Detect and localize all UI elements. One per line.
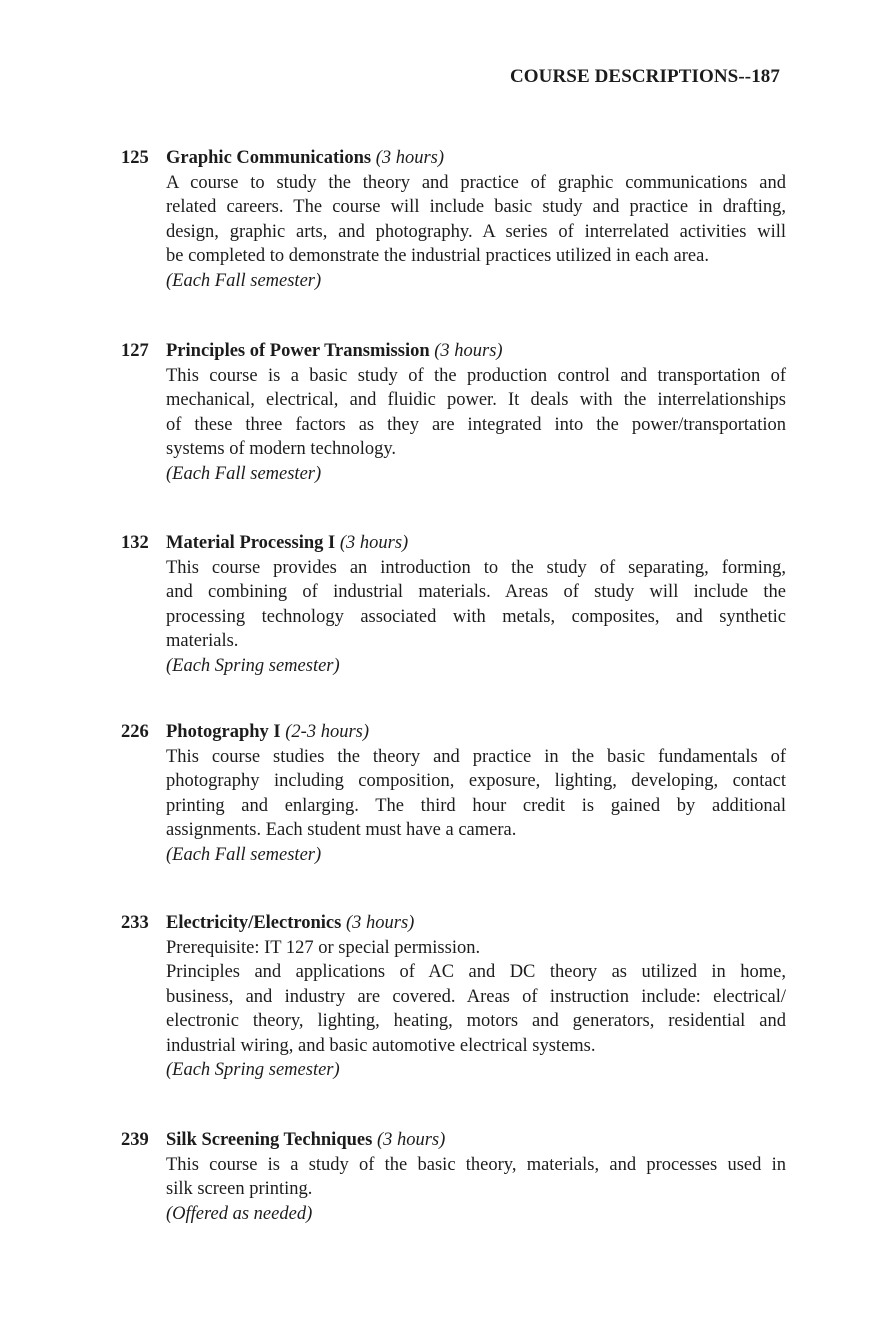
course-prerequisite: Prerequisite: IT 127 or special permission. — [166, 938, 481, 958]
course-hours: (3 hours) — [345, 913, 415, 933]
course-entry-226 — [121, 720, 786, 867]
course-hours: (3 hours) — [376, 1130, 446, 1150]
course-schedule: (Each Fall semester) — [166, 844, 322, 865]
description-line: design, graphic arts, and photography. A series of interrelated activities will — [166, 221, 786, 242]
description-line: of these three factors as they are integrated into the power/transportation — [166, 414, 786, 435]
course-number: 233 — [121, 913, 149, 933]
course-entry-132 — [121, 531, 786, 678]
course-title-line — [166, 531, 408, 555]
course-title: Material Processing I — [166, 533, 336, 553]
description-line: Principles and applications of AC and DC theory as utilized in home, — [166, 962, 786, 983]
course-title: Electricity/Electronics — [166, 913, 342, 933]
course-hours: (3 hours) — [434, 341, 503, 361]
course-hours: (2-3 hours) — [285, 722, 370, 742]
running-head: COURSE DESCRIPTIONS--187 — [509, 66, 780, 87]
description-line: photography including composition, exposure, lighting, developing, contact — [166, 771, 786, 792]
course-title-line — [166, 720, 369, 744]
course-entry-127 — [121, 339, 786, 486]
description-line: materials. — [166, 631, 239, 652]
description-line: industrial wiring, and basic automotive electrical systems. — [166, 1035, 596, 1056]
description-line: printing and enlarging. The third hour credit is gained by additional — [166, 795, 786, 816]
course-schedule: (Each Fall semester) — [166, 463, 322, 484]
course-title: Graphic Communications — [166, 148, 372, 168]
description-line: business, and industry are covered. Areas of instruction include: electrical/ — [166, 986, 786, 1007]
course-description — [166, 911, 786, 1082]
description-line: processing technology associated with metals, composites, and synthetic — [166, 606, 786, 627]
course-title: Photography I — [166, 722, 281, 742]
course-title: Principles of Power Transmission — [166, 341, 430, 361]
course-number: 125 — [121, 148, 149, 168]
course-schedule: (Offered as needed) — [166, 1203, 313, 1224]
description-line: assignments. Each student must have a camera. — [166, 820, 517, 841]
description-line: be completed to demonstrate the industrial practices utilized in each area. — [166, 246, 709, 267]
course-title-line — [166, 911, 414, 935]
description-line: mechanical, electrical, and fluidic power. It deals with the interrelationships — [166, 390, 786, 411]
course-schedule: (Each Fall semester) — [166, 270, 322, 291]
course-number: 226 — [121, 722, 149, 742]
description-line: This course is a study of the basic theory, materials, and processes used in — [166, 1155, 786, 1175]
description-line: silk screen printing. — [166, 1179, 313, 1200]
description-line: and combining of industrial materials. Areas of study will include the — [166, 582, 786, 603]
description-line: systems of modern technology. — [166, 439, 397, 460]
description-line: This course is a basic study of the production control and transportation of — [166, 366, 786, 386]
course-title-line — [166, 339, 503, 363]
course-entry-233 — [121, 911, 786, 1082]
course-number: 132 — [121, 533, 149, 553]
description-line: related careers. The course will include basic study and practice in drafting, — [166, 197, 786, 218]
description-line: This course provides an introduction to the study of separating, forming, — [166, 558, 786, 578]
course-entry-125 — [121, 146, 786, 293]
course-hours: (3 hours) — [339, 533, 409, 553]
description-line: A course to study the theory and practice of graphic communications and — [166, 173, 786, 193]
course-title-line — [166, 146, 444, 170]
course-schedule: (Each Spring semester) — [166, 1060, 340, 1081]
course-title-line — [166, 1128, 445, 1152]
course-hours: (3 hours) — [375, 148, 445, 168]
course-entry-239 — [121, 1128, 786, 1226]
course-schedule: (Each Spring semester) — [166, 655, 340, 676]
course-number: 239 — [121, 1130, 149, 1150]
course-title: Silk Screening Techniques — [166, 1130, 373, 1150]
description-line: This course studies the theory and practice in the basic fundamentals of — [166, 747, 786, 767]
description-line: electronic theory, lighting, heating, motors and generators, residential and — [166, 1011, 786, 1032]
course-number: 127 — [121, 341, 149, 361]
